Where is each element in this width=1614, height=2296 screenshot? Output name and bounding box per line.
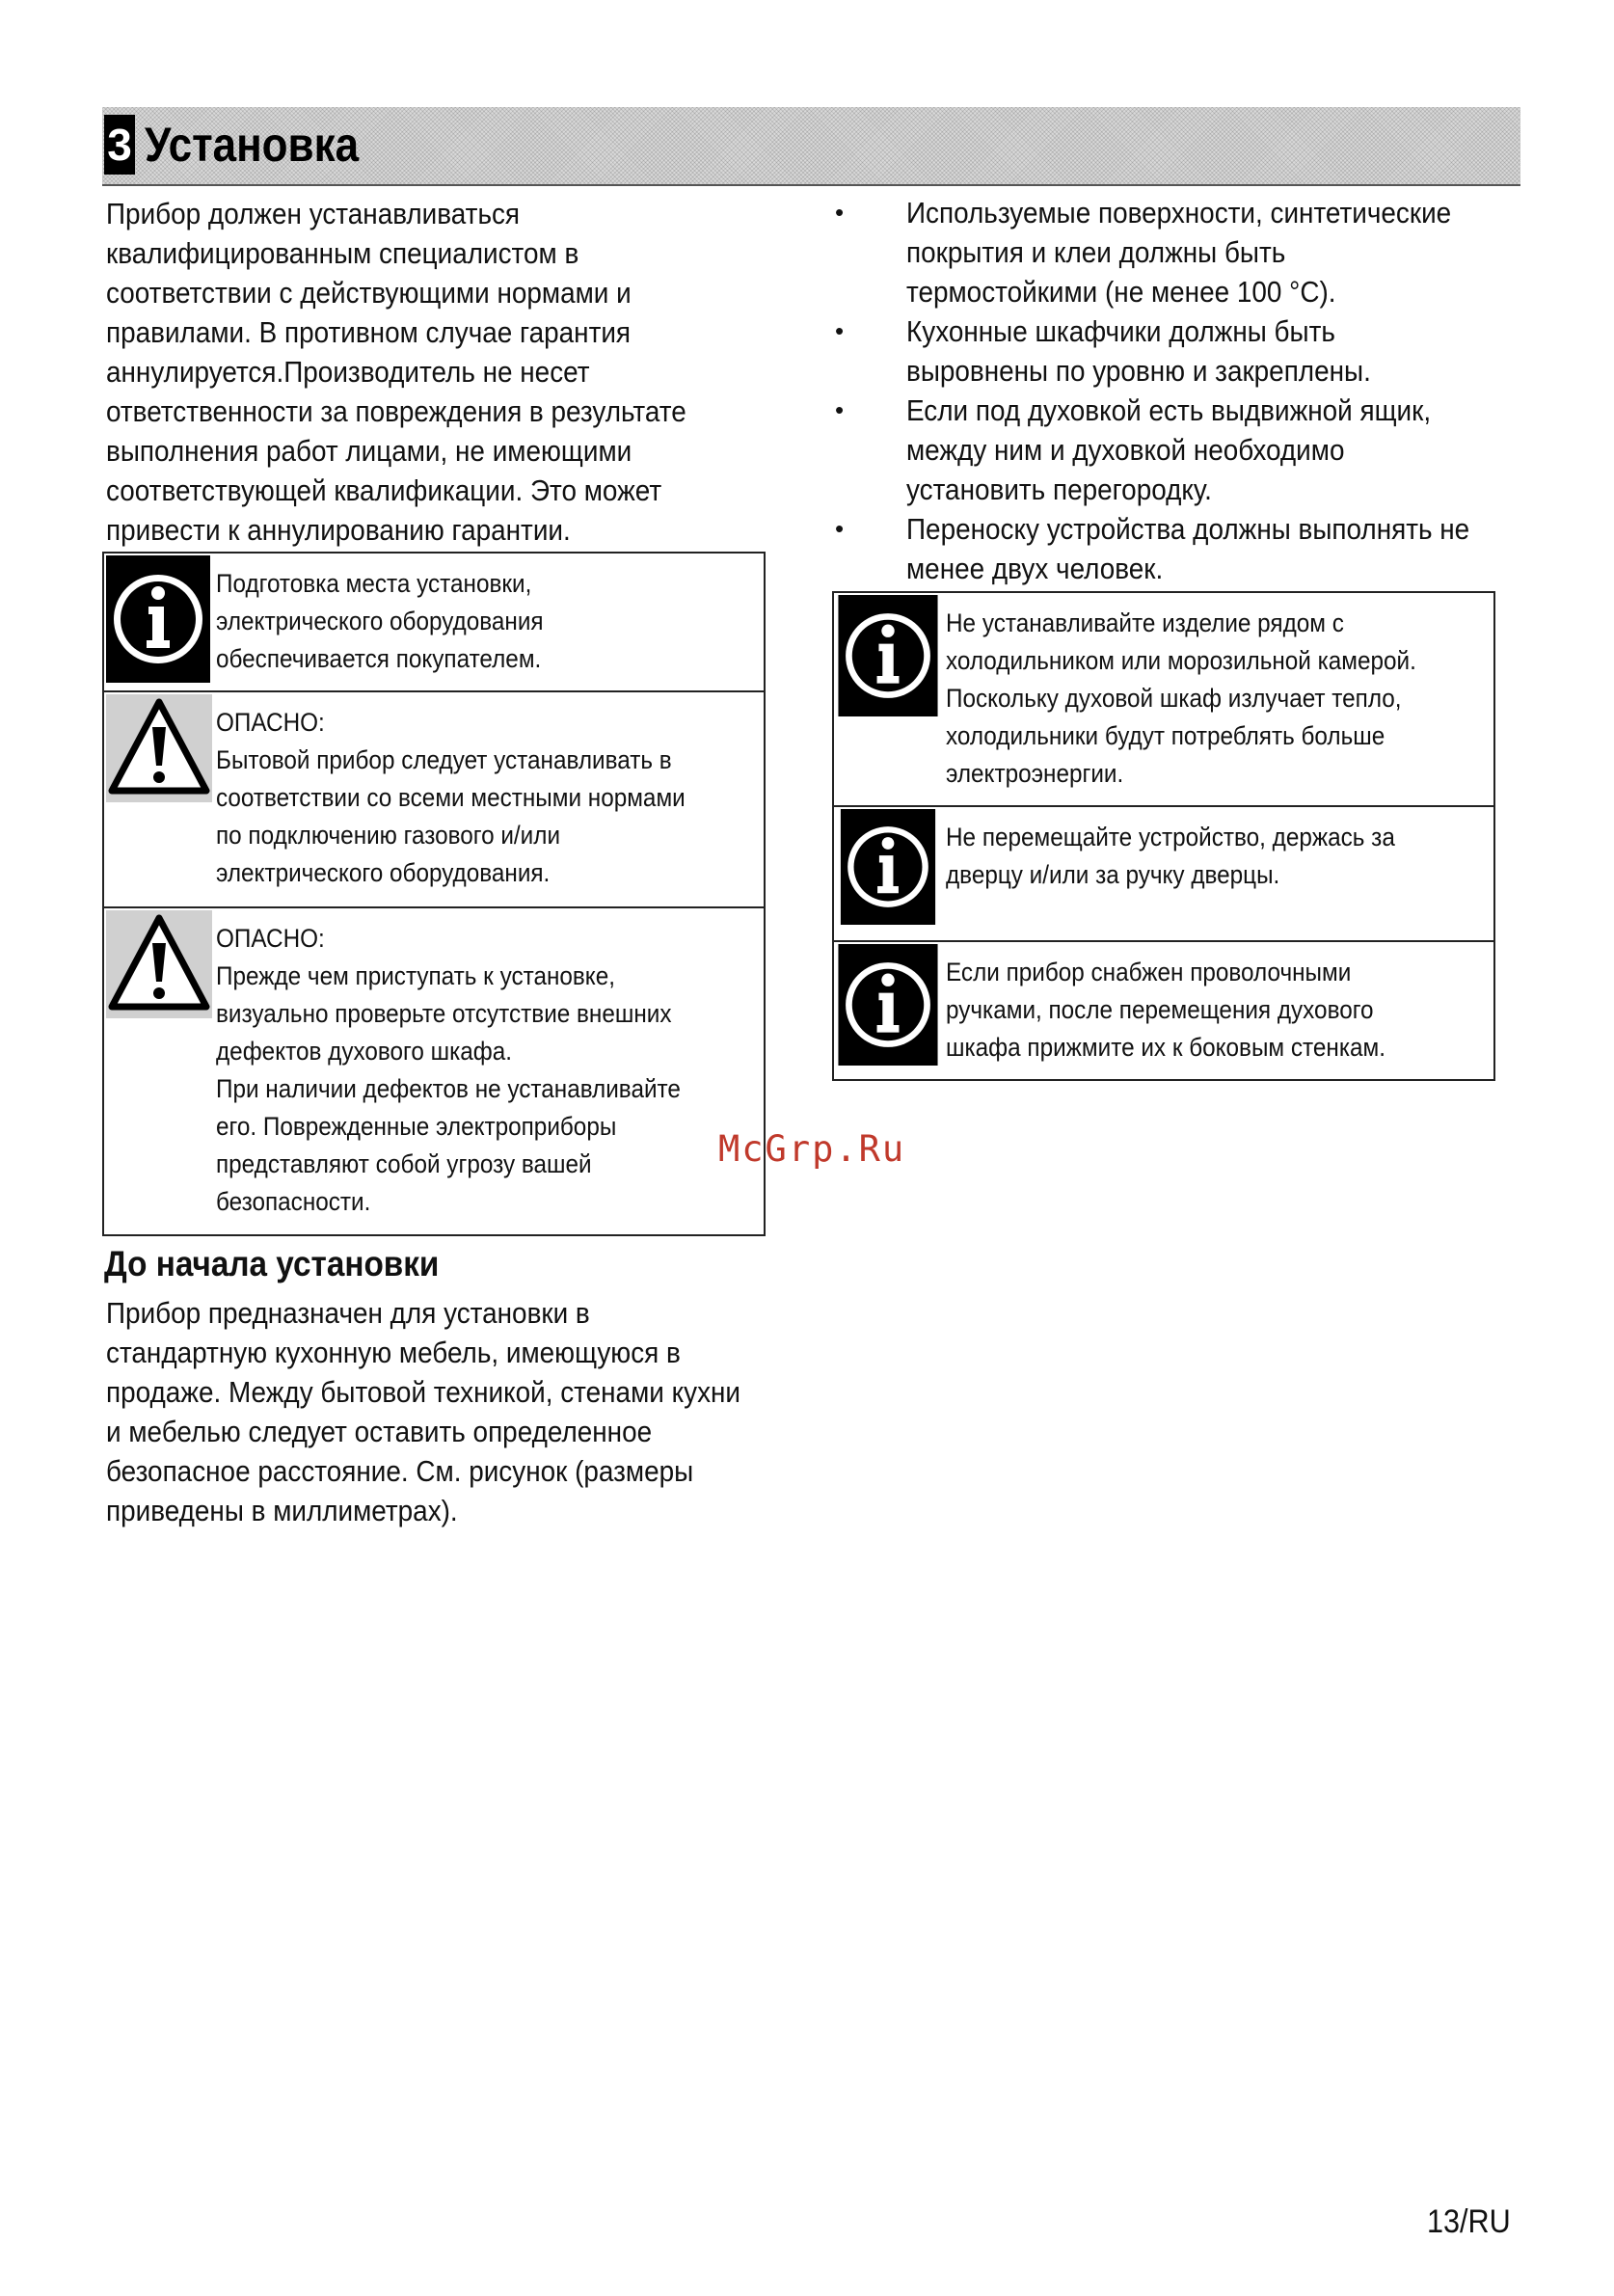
text-line: Если под духовкой есть выдвижной ящик, (906, 393, 1432, 427)
text-line: продаже. Между бытовой техникой, стенами кухни (106, 1375, 741, 1409)
before-install-paragraph (106, 1293, 740, 1530)
notice-line: соответствии со всеми местными нормами (216, 783, 686, 812)
info-icon (836, 809, 940, 930)
notice-line: Поскольку духовой шкаф излучает тепло, (946, 684, 1402, 713)
right-notice-table (832, 591, 1495, 1081)
warning-notice (104, 906, 764, 1232)
notice-line: Бытовой прибор следует устанавливать в (216, 745, 672, 774)
notice-line: его. Поврежденные электроприборы (216, 1112, 617, 1141)
text-line: покрытия и клеи должны быть (906, 235, 1286, 269)
info-notice (834, 805, 1493, 940)
text-line: менее двух человек. (906, 552, 1164, 585)
left-notice-table (102, 552, 766, 1236)
bullet: • (835, 198, 845, 227)
notice-line: При наличии дефектов не устанавливайте (216, 1074, 681, 1103)
notice-line: электрического оборудования (216, 607, 544, 635)
text-line: Кухонные шкафчики должны быть (906, 314, 1335, 348)
notice-line: дефектов духового шкафа. (216, 1037, 513, 1066)
info-notice (834, 593, 1493, 805)
section-title: Установка (145, 118, 360, 172)
notice-line: дверцу и/или за ручку дверцы. (946, 860, 1280, 889)
subheading-before-install: До начала установки (104, 1244, 440, 1283)
warning-notice (104, 690, 764, 906)
text-line: Прибор предназначен для установки в (106, 1296, 590, 1330)
bullet: • (835, 395, 845, 424)
notice-line: по подключению газового и/или (216, 821, 561, 850)
bullet: • (835, 316, 845, 345)
text-line: стандартную кухонную мебель, имеющуюся в (106, 1336, 681, 1369)
text-line: безопасное расстояние. См. рисунок (размеры (106, 1454, 694, 1488)
warning-icon (106, 910, 212, 1023)
text-line: выполнения работ лицами, не имеющими (106, 434, 632, 468)
notice-line: безопасности. (216, 1187, 371, 1216)
text-line: Переноску устройства должны выполнять не (906, 512, 1470, 546)
text-line: выровнены по уровню и закреплены. (906, 354, 1371, 388)
notice-line: ОПАСНО: (216, 708, 325, 737)
notice-line: холодильники будут потреблять больше (946, 721, 1385, 750)
notice-line: ручками, после перемещения духового (946, 995, 1374, 1024)
notice-line: ОПАСНО: (216, 924, 325, 953)
notice-line: электроэнергии. (946, 759, 1124, 788)
notice-line: холодильником или морозильной камерой. (946, 646, 1416, 675)
text-line: и мебелью следует оставить определенное (106, 1415, 653, 1448)
text-line: квалифицированным специалистом в (106, 236, 579, 270)
text-line: правилами. В противном случае гарантия (106, 315, 632, 349)
notice-line: Не устанавливайте изделие рядом с (946, 608, 1344, 637)
notice-line: визуально проверьте отсутствие внешних (216, 999, 672, 1028)
text-line: ответственности за повреждения в результате (106, 394, 686, 428)
warning-icon (106, 694, 212, 807)
notice-line: Если прибор снабжен проволочными (946, 958, 1352, 986)
notice-line: Прежде чем приступать к установке, (216, 961, 615, 990)
info-icon (106, 555, 210, 688)
notice-line: шкафа прижмите их к боковым стенкам. (946, 1033, 1385, 1062)
bullet: • (835, 514, 845, 543)
intro-paragraph (106, 194, 686, 550)
notice-line: обеспечивается покупателем. (216, 644, 542, 673)
watermark: McGrp.Ru (718, 1128, 906, 1170)
text-line: приведены в миллиметрах). (106, 1494, 458, 1527)
text-line: аннулируется.Производитель не несет (106, 355, 590, 389)
text-line: Используемые поверхности, синтетические (906, 196, 1452, 230)
notice-line: Подготовка места установки, (216, 569, 532, 598)
info-notice (834, 940, 1493, 1079)
section-number: 3 (104, 115, 135, 175)
info-icon (836, 944, 940, 1070)
text-line: термостойкими (не менее 100 °C). (906, 275, 1336, 309)
text-line: соответствии с действующими нормами и (106, 276, 632, 310)
text-line: между ним и духовкой необходимо (906, 433, 1345, 467)
page-number: 13/RU (1427, 2203, 1511, 2240)
notice-line: представляют собой угрозу вашей (216, 1149, 592, 1178)
text-line: Прибор должен устанавливаться (106, 197, 521, 230)
info-icon (836, 595, 940, 721)
text-line: привести к аннулированию гарантии. (106, 513, 571, 547)
notice-line: электрического оборудования. (216, 858, 551, 887)
notice-line: Не перемещайте устройство, держась за (946, 823, 1395, 851)
text-line: соответствующей квалификации. Это может (106, 473, 662, 507)
text-line: установить перегородку. (906, 473, 1212, 506)
info-notice (104, 554, 764, 690)
